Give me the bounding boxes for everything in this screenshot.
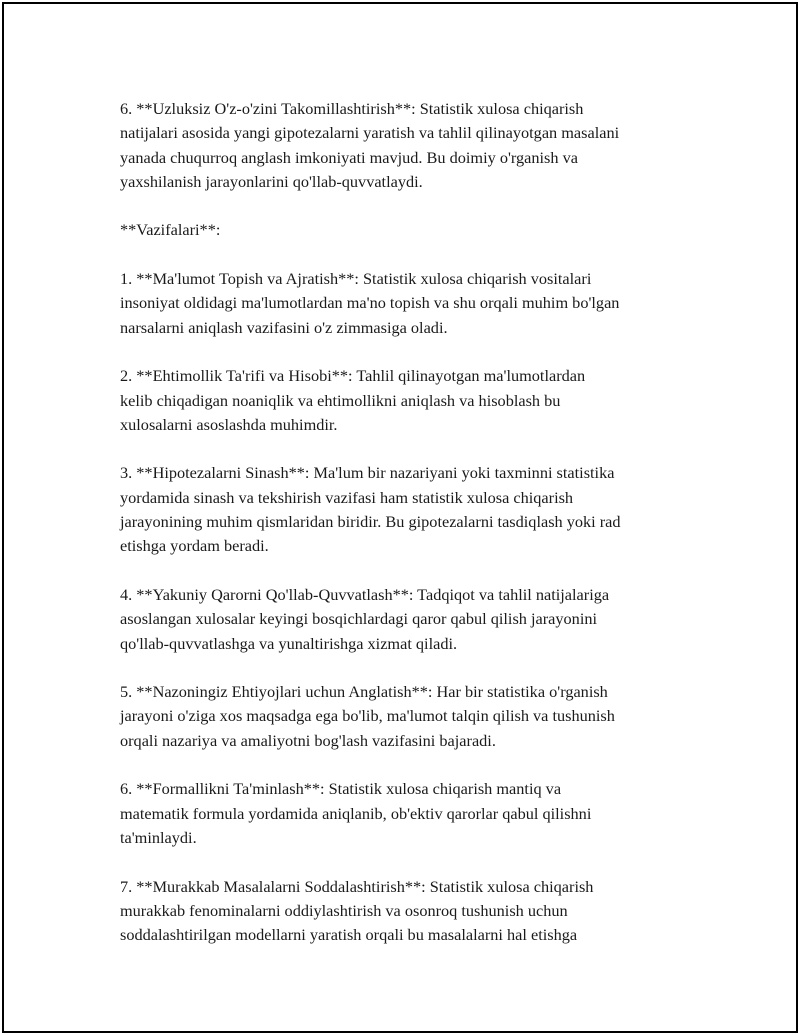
- text-line: ta'minlaydi.: [120, 827, 197, 847]
- text-line: natijalari asosida yangi gipotezalarni yaratish va tahlil qilinayotgan masalani: [120, 123, 620, 143]
- document-body: [120, 97, 680, 947]
- list-item-task-5: [120, 680, 680, 753]
- list-item-task-4: [120, 583, 680, 656]
- text-line: matematik formula yordamida aniqlanib, ob'ektiv qarorlar qabul qilishni: [120, 803, 592, 823]
- text-line: narsalarni aniqlash vazifasini o'z zimmasiga oladi.: [120, 317, 448, 337]
- paragraph-gap: [120, 559, 680, 583]
- text-line: qo'llab-quvvatlashga va yunaltirishga xizmat qiladi.: [120, 633, 458, 653]
- list-item-task-6: [120, 777, 680, 850]
- text-line: kelib chiqadigan noaniqlik va ehtimollikni aniqlash va hisoblash bu: [120, 390, 561, 410]
- text-line: 4. **Yakuniy Qarorni Qo'llab-Quvvatlash**: Tadqiqot va tahlil natijalariga: [120, 584, 610, 604]
- text-line: 1. **Ma'lumot Topish va Ajratish**: Statistik xulosa chiqarish vositalari: [120, 269, 592, 289]
- list-item-task-3: [120, 461, 680, 558]
- paragraph-gap: [120, 243, 680, 267]
- text-line: 7. **Murakkab Masalalarni Soddalashtirish**: Statistik xulosa chiqarish: [120, 876, 594, 896]
- heading-text: **Vazifalari**:: [120, 220, 221, 240]
- text-line: orqali nazariya va amaliyotni bog'lash vazifasini bajaradi.: [120, 730, 496, 750]
- text-line: yordamida sinash va tekshirish vazifasi ham statistik xulosa chiqarish: [120, 487, 574, 507]
- text-line: xulosalarni asoslashda muhimdir.: [120, 414, 338, 434]
- paragraph-gap: [120, 194, 680, 218]
- paragraph-gap: [120, 656, 680, 680]
- paragraph-continuous-improvement: [120, 97, 680, 194]
- page-frame: [2, 2, 798, 1033]
- text-line: 6. **Uzluksiz O'z-o'zini Takomillashtirish**: Statistik xulosa chiqarish: [120, 99, 584, 118]
- paragraph-gap: [120, 850, 680, 874]
- text-line: yaxshilanish jarayonlarini qo'llab-quvvatlaydi.: [120, 171, 423, 191]
- text-line: jarayoni o'ziga xos maqsadga ega bo'lib, ma'lumot talqin qilish va tushunish: [120, 706, 615, 726]
- text-line: 3. **Hipotezalarni Sinash**: Ma'lum bir nazariyani yoki taxminni statistika: [120, 463, 615, 483]
- section-heading-vazifalari: [120, 218, 680, 242]
- text-line: 5. **Nazoningiz Ehtiyojlari uchun Anglatish**: Har bir statistika o'rganish: [120, 682, 608, 702]
- text-line: soddalashtirilgan modellarni yaratish orqali bu masalalarni hal etishga: [120, 925, 578, 945]
- text-line: yanada chuqurroq anglash imkoniyati mavjud. Bu doimiy o'rganish va: [120, 147, 578, 167]
- list-item-task-7: [120, 875, 680, 948]
- text-line: jarayonining muhim qismlaridan biridir. Bu gipotezalarni tasdiqlash yoki rad: [120, 512, 621, 532]
- paragraph-gap: [120, 753, 680, 777]
- text-line: insoniyat oldidagi ma'lumotlardan ma'no topish va shu orqali muhim bo'lgan: [120, 293, 620, 313]
- text-line: murakkab fenominalarni oddiylashtirish va osonroq tushunish uchun: [120, 900, 568, 920]
- paragraph-gap: [120, 340, 680, 364]
- paragraph-gap: [120, 437, 680, 461]
- text-line: 6. **Formallikni Ta'minlash**: Statistik xulosa chiqarish mantiq va: [120, 779, 562, 799]
- list-item-task-1: [120, 267, 680, 340]
- text-line: etishga yordam beradi.: [120, 536, 269, 556]
- text-line: 2. **Ehtimollik Ta'rifi va Hisobi**: Tahlil qilinayotgan ma'lumotlardan: [120, 366, 586, 386]
- text-line: asoslangan xulosalar keyingi bosqichlardagi qaror qabul qilish jarayonini: [120, 609, 598, 629]
- list-item-task-2: [120, 364, 680, 437]
